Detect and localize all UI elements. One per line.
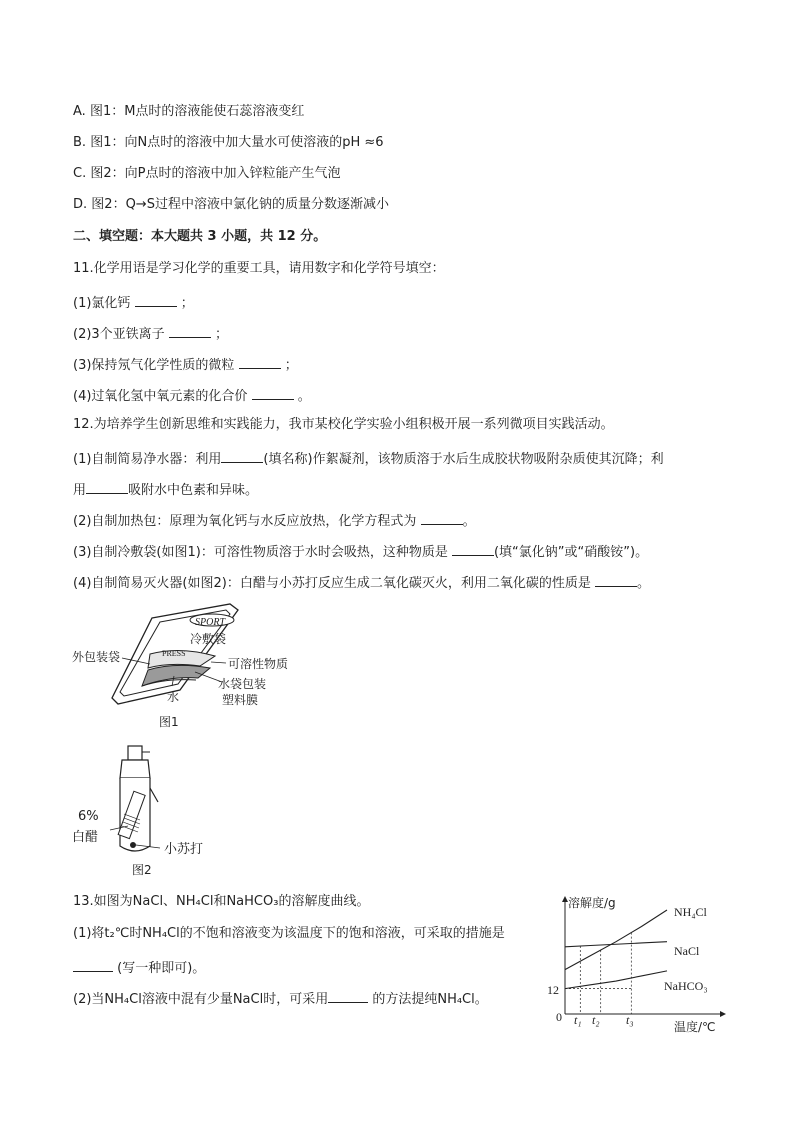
y-axis-label: 溶解度/g	[568, 896, 616, 910]
option-c: C. 图2：向P点时的溶液中加入锌粒能产生气泡	[73, 166, 341, 181]
sport-label: SPORT	[195, 617, 225, 628]
series-label-nahco3: NaHCO₃	[664, 979, 708, 993]
option-d: D. 图2：Q→S过程中溶液中氯化钠的质量分数逐渐减小	[73, 197, 389, 212]
y-tick-label: 12	[547, 983, 559, 997]
baking-soda-label: 小苏打	[164, 842, 204, 857]
option-a: A. 图1：M点时的溶液能使石蕊溶液变红	[73, 104, 305, 119]
q12-part-4: (4)自制简易灭火器(如图2)：白醋与小苏打反应生成二氧化碳灭火，利用二氧化碳的性质是 。	[73, 572, 650, 593]
q13-part-1: (1)将t₂℃时NH₄Cl的不饱和溶液变为该温度下的饱和溶液，可采取的措施是	[73, 926, 505, 941]
q11-item-2: (2)3个亚铁离子 ；	[73, 323, 228, 344]
q13-stem: 13.如图为NaCl、NH₄Cl和NaHCO₃的溶解度曲线。	[73, 894, 370, 909]
section-heading: 二、填空题：本大题共 3 小题，共 12 分。	[73, 229, 327, 244]
series-line-nh4cl	[565, 910, 667, 970]
answer-blank[interactable]	[239, 354, 281, 369]
answer-blank[interactable]	[252, 385, 294, 400]
q12-part-3: (3)自制冷敷袋(如图1)：可溶性物质溶于水时会吸热，这种物质是 (填“氯化钠”或“硝酸铵”)。	[73, 541, 648, 562]
q11-item-3: (3)保持氖气化学性质的微粒 ；	[73, 354, 298, 375]
answer-blank[interactable]	[328, 988, 368, 1003]
soluble-substance-label: 可溶性物质	[228, 657, 289, 671]
water-bag-label-2: 塑料膜	[222, 693, 259, 707]
origin-label: 0	[556, 1010, 562, 1024]
vinegar-percent: 6%	[78, 809, 99, 824]
q12-part-1b: 用 吸附水中色素和异味。	[73, 479, 258, 500]
press-label: PRESS	[162, 649, 186, 658]
figure-2-caption: 图2	[132, 863, 152, 877]
series-label-nh4cl: NH₄Cl	[674, 905, 707, 919]
figure-1-caption: 图1	[159, 715, 179, 729]
solubility-chart	[540, 890, 740, 1035]
q12-part-2: (2)自制加热包：原理为氧化钙与水反应放热，化学方程式为 。	[73, 510, 476, 531]
x-tick-label-t1: t₁	[574, 1013, 582, 1027]
x-tick-label-t3: t₃	[626, 1013, 634, 1027]
answer-blank[interactable]	[169, 323, 211, 338]
answer-blank[interactable]	[86, 479, 128, 494]
answer-blank[interactable]	[595, 572, 637, 587]
q11-stem: 11.化学用语是学习化学的重要工具，请用数字和化学符号填空：	[73, 261, 445, 276]
answer-blank[interactable]	[421, 510, 463, 525]
answer-blank[interactable]	[73, 957, 113, 972]
vinegar-label: 白醋	[72, 830, 99, 845]
answer-blank[interactable]	[452, 541, 494, 556]
q12-stem: 12.为培养学生创新思维和实践能力，我市某校化学实验小组积极开展一系列微项目实践活动。	[73, 417, 614, 432]
q13-part-2: (2)当NH₄Cl溶液中混有少量NaCl时，可采用 的方法提纯NH₄Cl。	[73, 988, 488, 1009]
solubility-chart-svg	[540, 890, 740, 1035]
water-bag-label-1: 水袋包装	[218, 677, 267, 691]
answer-blank[interactable]	[221, 448, 263, 463]
x-tick-label-t2: t₂	[592, 1013, 600, 1027]
q12-part-1a: (1)自制简易净水器：利用 (填名称)作絮凝剂，该物质溶于水后生成胶状物吸附杂质使其沉降；利	[73, 448, 664, 469]
water-label: 水	[167, 690, 180, 704]
figure-1	[70, 600, 310, 735]
figure-2	[70, 744, 230, 879]
x-axis-label: 温度/℃	[674, 1020, 716, 1034]
q13-part-1-cont: (写一种即可)。	[73, 957, 205, 978]
answer-blank[interactable]	[135, 292, 177, 307]
q11-item-1: (1)氯化钙 ；	[73, 292, 194, 313]
cold-pack-title: 冷敷袋	[190, 632, 227, 646]
q11-item-4: (4)过氧化氢中氧元素的化合价 。	[73, 385, 311, 406]
x-axis-arrow	[720, 1011, 726, 1017]
outer-bag-label: 外包装袋	[72, 650, 121, 664]
option-b: B. 图1：向N点时的溶液中加大量水可使溶液的pH ≈6	[73, 135, 384, 150]
series-label-nacl: NaCl	[674, 944, 700, 958]
